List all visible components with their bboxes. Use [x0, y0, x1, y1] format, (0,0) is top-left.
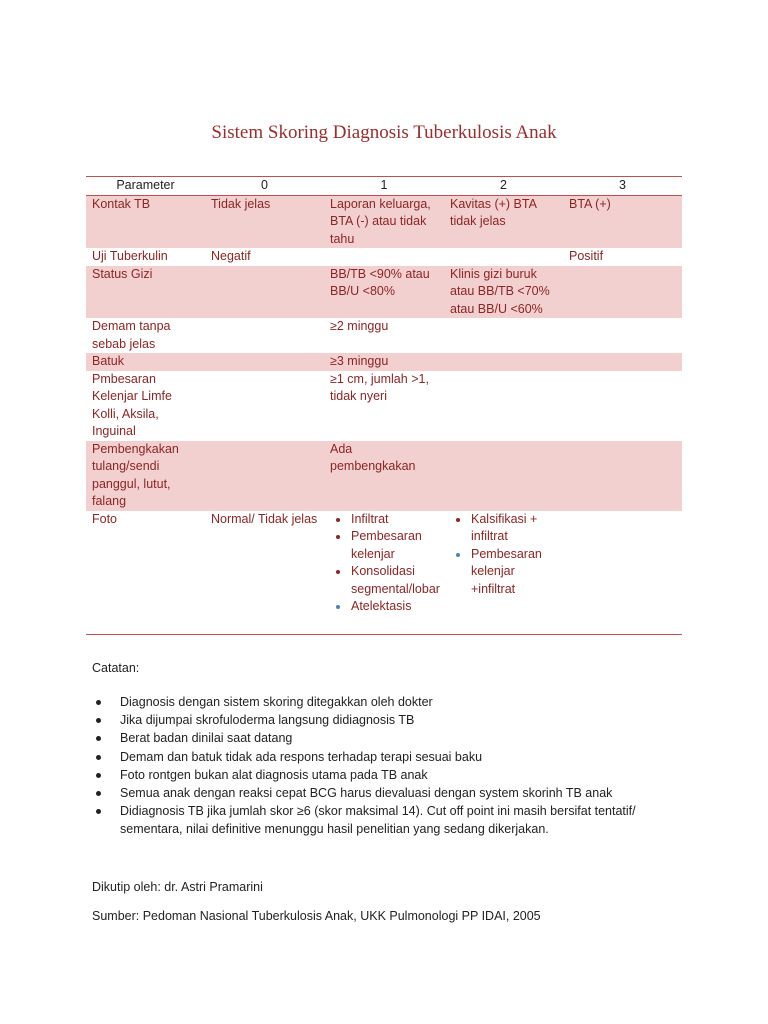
note-item: Berat badan dinilai saat datang: [92, 729, 682, 747]
list-item: Pembesaran kelenjar +infiltrat: [450, 546, 557, 599]
list-item: Kalsifikasi + infiltrat: [450, 511, 557, 546]
note-item: Foto rontgen bukan alat diagnosis utama pada TB anak: [92, 766, 682, 784]
list-item: Atelektasis: [330, 598, 438, 616]
cell-score-3: [563, 353, 682, 371]
cited-by: Dikutip oleh: dr. Astri Pramarini: [92, 880, 263, 894]
table-row: [86, 266, 682, 319]
note-item: Diagnosis dengan sistem skoring ditegakkan oleh dokter: [92, 693, 682, 711]
table-header-row: [86, 177, 682, 196]
cell-score-2: [444, 441, 563, 511]
table-row: [86, 195, 682, 248]
note-item: Didiagnosis TB jika jumlah skor ≥6 (skor maksimal 14). Cut off point ini masih bersifat tentatif/ sementara, nilai definitive menunggu hasil penelitian yang sedang dikerjakan.: [92, 802, 682, 838]
cell-score-1: [324, 248, 444, 266]
notes-label: Catatan:: [92, 661, 140, 675]
foto-score-1-list: [330, 511, 438, 616]
row-parameter: Demam tanpa sebab jelas: [92, 319, 171, 351]
cell-score-2: Klinis gizi buruk atau BB/TB <70% atau BB/U <60%: [444, 266, 563, 319]
list-item: Infiltrat: [330, 511, 438, 529]
cell-score-0: [205, 266, 324, 319]
table-row: [86, 318, 682, 353]
cell-score-1: ≥1 cm, jumlah >1, tidak nyeri: [330, 371, 429, 403]
document-title: Sistem Skoring Diagnosis Tuberkulosis Anak: [211, 122, 557, 143]
header-score-1: 1: [324, 177, 444, 196]
cell-score-3: [563, 511, 682, 635]
cell-score-0: [205, 318, 324, 353]
note-item: Semua anak dengan reaksi cepat BCG harus dievaluasi dengan system skorinh TB anak: [92, 784, 682, 802]
cell-score-2: [444, 248, 563, 266]
cell-score-3: [563, 441, 682, 511]
cell-score-1: ≥2 minggu: [330, 319, 389, 333]
row-parameter: Batuk: [86, 353, 205, 371]
table-row: [86, 441, 682, 511]
list-item: Pembesaran kelenjar: [330, 528, 438, 563]
cell-score-0: [205, 441, 324, 511]
source-citation: Sumber: Pedoman Nasional Tuberkulosis Anak, UKK Pulmonologi PP IDAI, 2005: [92, 909, 541, 923]
foto-score-2-list: [450, 511, 557, 599]
cell-score-1: ≥3 minggu: [324, 353, 444, 371]
table-row: [86, 353, 682, 371]
row-parameter: Pmbesaran Kelenjar Limfe Kolli, Aksila, Inguinal: [92, 371, 172, 438]
list-item: Konsolidasi segmental/lobar: [330, 563, 438, 598]
row-parameter: Pembengkakan tulang/sendi panggul, lutut, falang: [86, 441, 205, 511]
cell-score-2: Kavitas (+) BTA tidak jelas: [444, 195, 563, 248]
cell-score-3: BTA (+): [563, 195, 682, 248]
row-parameter: Uji Tuberkulin: [92, 249, 168, 263]
cell-score-1: [324, 511, 444, 635]
header-score-0: 0: [205, 177, 324, 196]
cell-score-2: [444, 318, 563, 353]
cell-score-2: [444, 353, 563, 371]
cell-score-0: Normal/ Tidak jelas: [211, 511, 318, 526]
header-parameter: Parameter: [86, 177, 205, 196]
note-item: Jika dijumpai skrofuloderma langsung didiagnosis TB: [92, 711, 682, 729]
cell-score-0: Negatif: [211, 249, 251, 263]
note-item: Demam dan batuk tidak ada respons terhadap terapi sesuai baku: [92, 748, 682, 766]
cell-score-2: [444, 371, 563, 441]
cell-score-3: [563, 371, 682, 441]
cell-score-3: [563, 318, 682, 353]
cell-score-1: Laporan keluarga, BTA (-) atau tidak tahu: [324, 195, 444, 248]
table-row: [86, 371, 682, 441]
cell-score-0: [205, 371, 324, 441]
cell-score-1: BB/TB <90% atau BB/U <80%: [324, 266, 444, 319]
row-parameter: Kontak TB: [86, 195, 205, 248]
cell-score-3: [563, 266, 682, 319]
cell-score-0: Tidak jelas: [205, 195, 324, 248]
notes-list: [92, 693, 682, 839]
cell-score-0: [205, 353, 324, 371]
header-score-3: 3: [563, 177, 682, 196]
header-score-2: 2: [444, 177, 563, 196]
row-parameter: Foto: [92, 511, 118, 526]
cell-score-2: [444, 511, 563, 635]
cell-score-3: Positif: [569, 249, 604, 263]
scoring-table: [86, 176, 682, 635]
row-parameter: Status Gizi: [86, 266, 205, 319]
table-row: [86, 248, 682, 266]
cell-score-1: Ada pembengkakan: [324, 441, 444, 511]
table-row: [86, 511, 682, 635]
